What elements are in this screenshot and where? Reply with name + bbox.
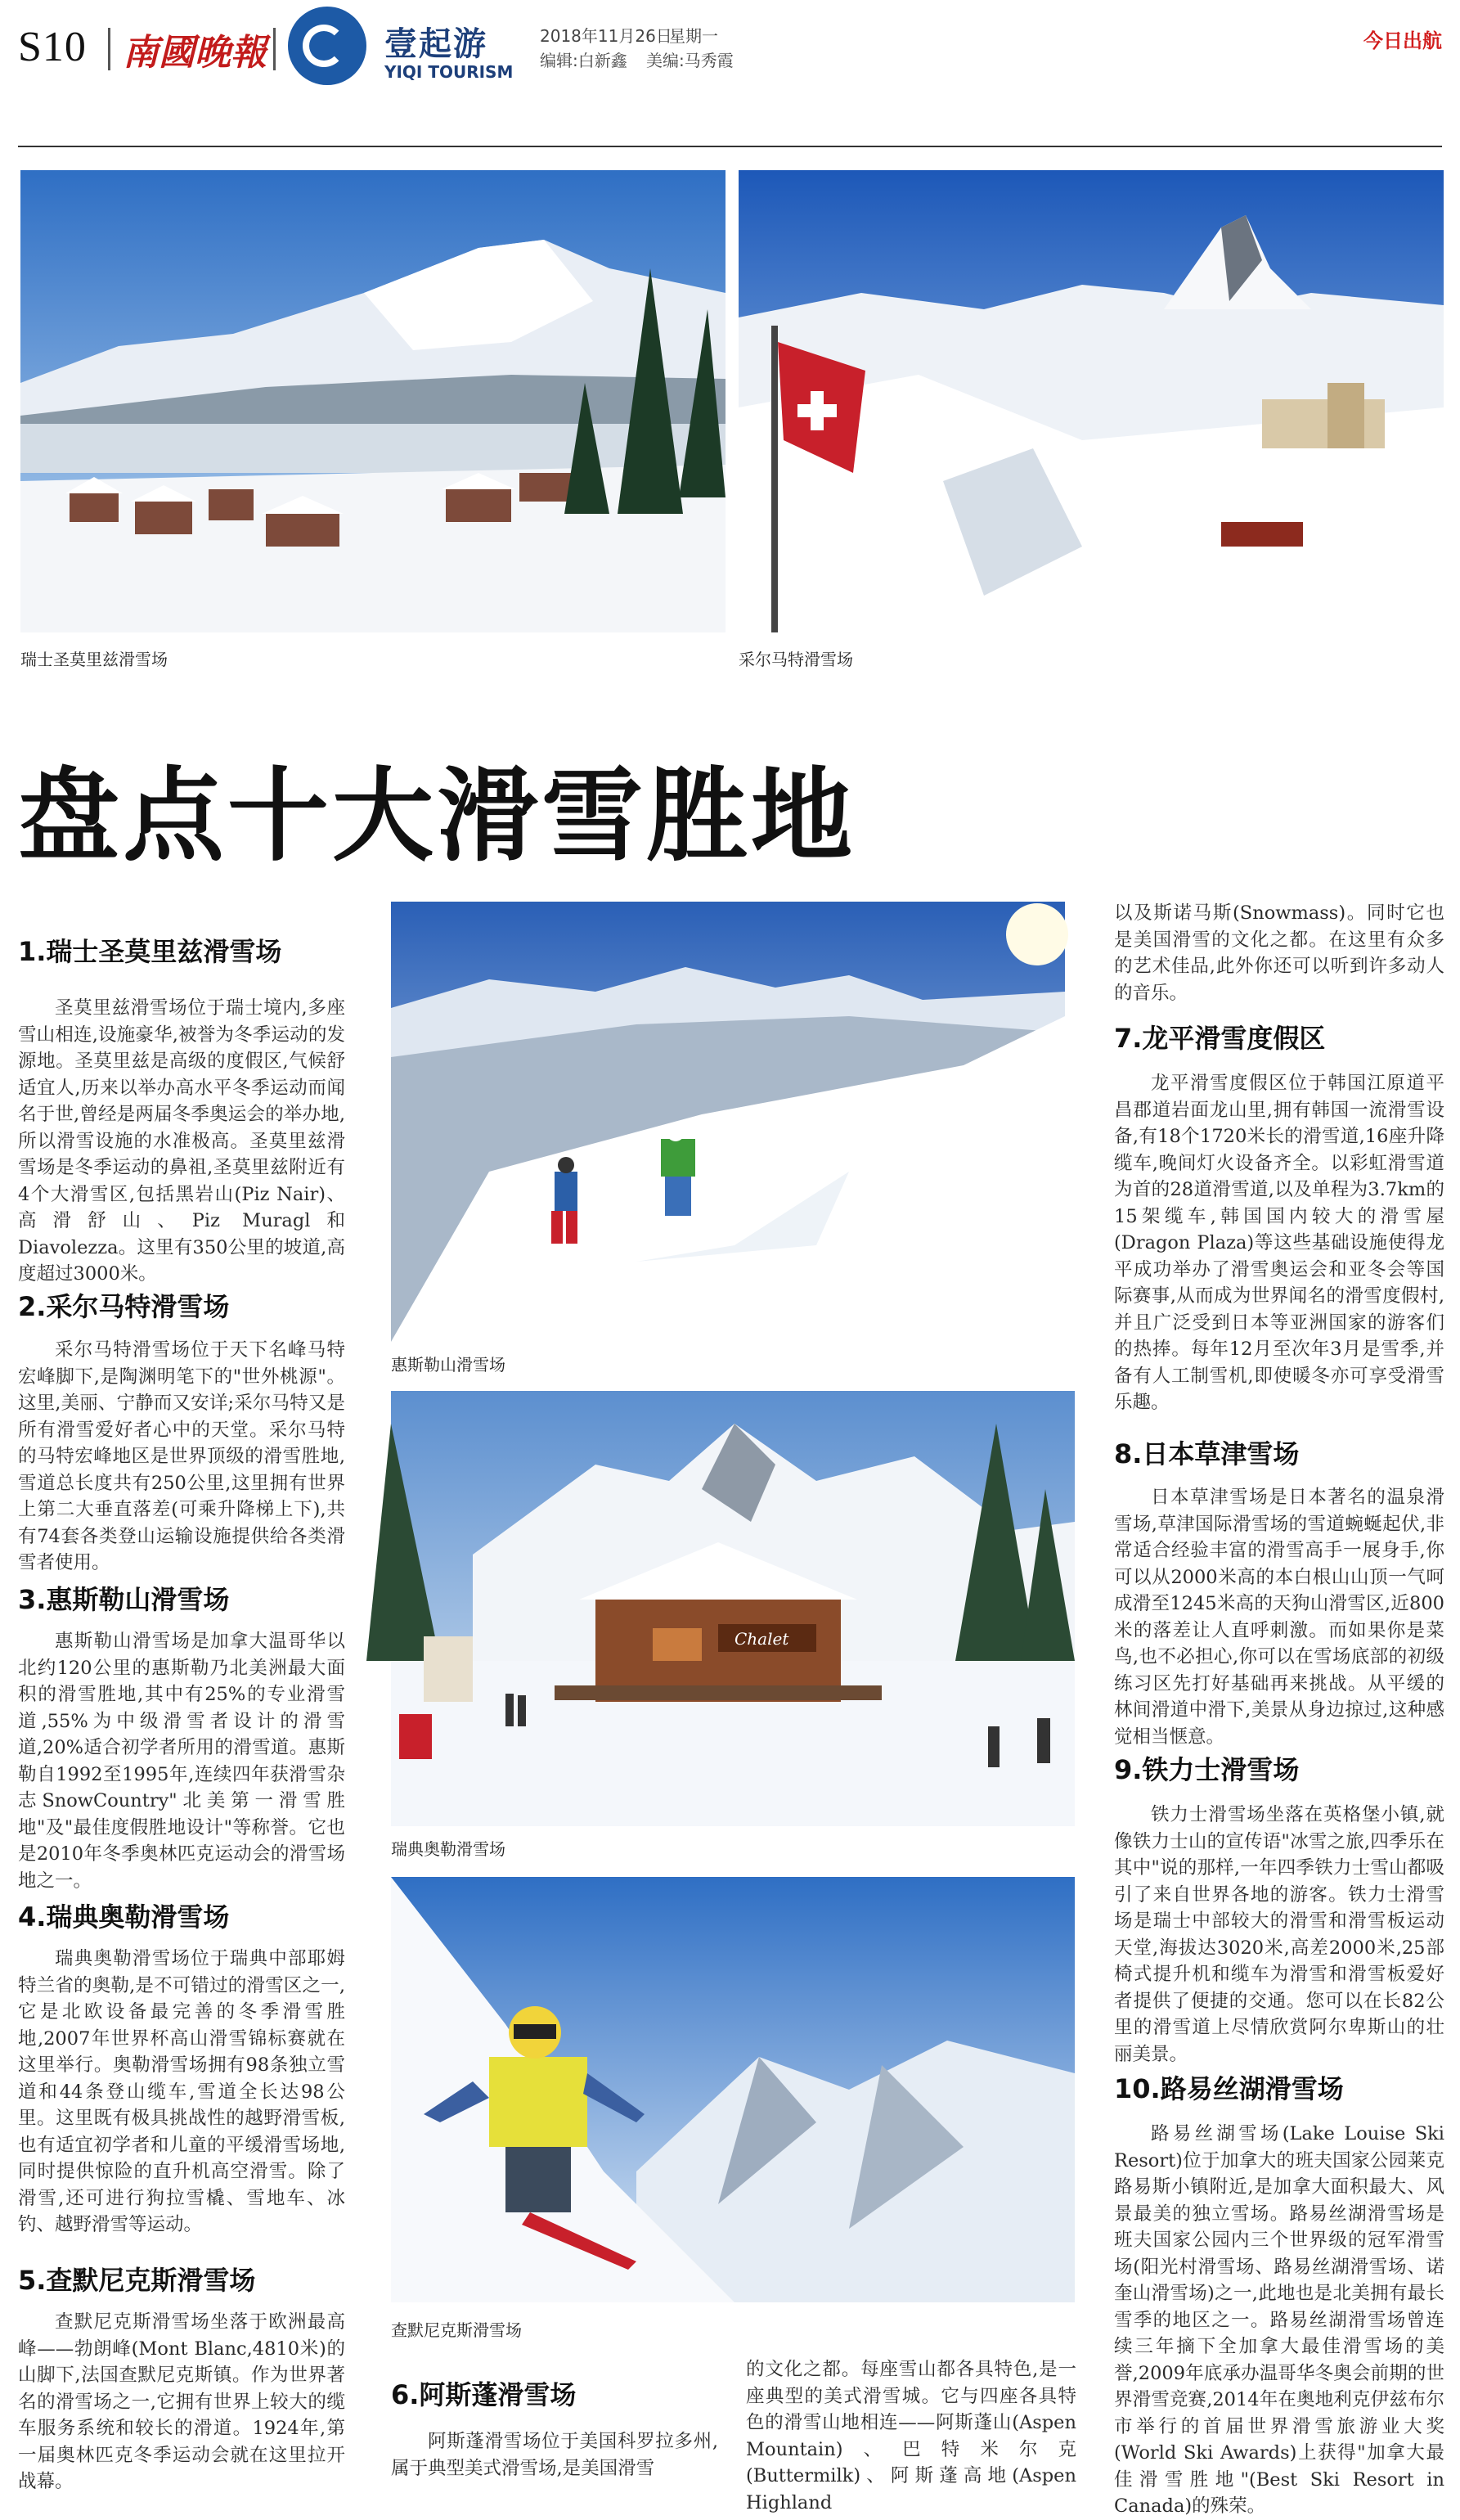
section-title: 8.日本草津雪场 <box>1114 1438 1300 1469</box>
photo-caption: 惠斯勒山滑雪场 <box>391 1355 505 1375</box>
section-text: 瑞典奥勒滑雪场位于瑞典中部耶姆特兰省的奥勒,是不可错过的滑雪区之一,它是北欧设备最完善的冬季滑雪胜地,2007年世界杯高山滑雪锦标赛就在这里举行。奥勒滑雪场拥有98条独立雪道和44条登山缆车,雪道全长达98公里。这里既有极具挑战性的越野滑雪板,也有适宜初学者和儿童的平缓滑雪场地,同时提供惊险的直升机高空滑雪。除了滑雪,还可进行狗拉雪橇、雪地车、冰钓、越野滑雪等运动。 <box>18 1948 345 2235</box>
editor-credit: 编辑:白新鑫 <box>540 51 627 70</box>
brand-logo-swirl-icon <box>303 25 345 67</box>
photo-caption: 瑞士圣莫里兹滑雪场 <box>20 650 168 669</box>
brand-subtitle: YIQI TOURISM <box>384 62 514 82</box>
section-text: 采尔马特滑雪场位于天下名峰马特宏峰脚下,是陶渊明笔下的"世外桃源"。这里,美丽、宁静而又安详;采尔马特又是所有滑雪爱好者心中的天堂。采尔马特的马特宏峰地区是世界顶级的滑雪胜地,雪道总长度共有250公里,这里拥有世界上第二大垂直落差(可乘升降梯上下),共有74套各类登山运输设施提供给各类滑雪者使用。 <box>18 1339 345 1573</box>
section-title: 6.阿斯蓬滑雪场 <box>391 2379 577 2410</box>
photo-caption: 采尔马特滑雪场 <box>739 650 853 669</box>
section-title: 1.瑞士圣莫里兹滑雪场 <box>18 936 282 967</box>
section-title: 2.采尔马特滑雪场 <box>18 1291 230 1322</box>
brand-name: 壹起游 <box>384 25 487 63</box>
photo-st-moritz <box>20 170 726 632</box>
photo-caption: 瑞典奥勒滑雪场 <box>391 1839 505 1859</box>
section-text: 铁力士滑雪场坐落在英格堡小镇,就像铁力士山的宣传语"冰雪之旅,四季乐在其中"说的那样,一年四季铁力士雪山都吸引了来自世界各地的游客。铁力士滑雪场是瑞士中部较大的滑雪和滑雪板运动天堂,海拔达3020米,高差2000米,25部椅式提升机和缆车为滑雪和滑雪板爱好者提供了便捷的交通。您可以在长82公里的滑雪道上尽情欣赏阿尔卑斯山的壮丽美景。 <box>1114 1804 1444 2065</box>
chalet-sign: Chalet <box>734 1629 789 1649</box>
section-title: 10.路易丝湖滑雪场 <box>1114 2073 1344 2104</box>
newspaper-name: 南國晚報 <box>123 32 267 74</box>
section-text: 以及斯诺马斯(Snowmass)。同时它也是美国滑雪的文化之都。在这里有众多的艺术佳品,此外你还可以听到许多动人的音乐。 <box>1114 902 1444 1004</box>
section-title: 5.查默尼克斯滑雪场 <box>18 2265 256 2296</box>
section-title: 3.惠斯勒山滑雪场 <box>18 1584 230 1615</box>
photo-zermatt <box>739 170 1444 632</box>
section-text: 圣莫里兹滑雪场位于瑞士境内,多座雪山相连,设施豪华,被誉为冬季运动的发源地。圣莫里兹是高级的度假区,气候舒适宜人,历来以举办高水平冬季运动而闻名于世,曾经是两届冬季奥运会的举办地,所以滑雪设施的水准极高。圣莫里兹滑雪场是冬季运动的鼻祖,圣莫里兹附近有4个大滑雪区,包括黑岩山(Piz Nair)、高滑舒山、Piz Muragl和Diavolezza。这里有350公里的坡道,高度超过3000米。 <box>18 997 345 1285</box>
photo-whistler <box>391 902 1065 1342</box>
column-tag: 今日出航 <box>1363 29 1442 52</box>
section-text: 阿斯蓬滑雪场位于美国科罗拉多州,属于典型美式滑雪场,是美国滑雪 <box>391 2431 718 2479</box>
header-divider <box>108 28 110 70</box>
photo-are <box>391 1391 1075 1826</box>
section-text: 日本草津雪场是日本著名的温泉滑雪场,草津国际滑雪场的雪道蜿蜒起伏,非常适合经验丰富的滑雪高手一展身手,你可以从2000米高的本白根山山顶一气呵成滑至1245米高的天狗山滑雪区,近800米的落差让人直呼刺激。而如果你是菜鸟,也不必担心,你可以在雪场底部的初级练习区先打好基础再来挑战。从平缓的林间滑道中滑下,美景从身边掠过,这种感觉相当惬意。 <box>1114 1487 1444 1748</box>
section-title: 9.铁力士滑雪场 <box>1114 1754 1300 1785</box>
header-divider <box>273 28 276 70</box>
section-text: 查默尼克斯滑雪场坐落于欧洲最高峰——勃朗峰(Mont Blanc,4810米)的山脚下,法国查默尼克斯镇。作为世界著名的滑雪场之一,它拥有世界上较大的缆车服务系统和较长的滑道。1924年,第一届奥林匹克冬季运动会就在这里拉开战幕。 <box>18 2311 345 2492</box>
issue-weekday: 星期一 <box>669 26 718 46</box>
section-text: 惠斯勒山滑雪场是加拿大温哥华以北约120公里的惠斯勒乃北美洲最大面积的滑雪胜地,其中有25%的专业滑雪道,55%为中级滑雪者设计的滑雪道,20%适合初学者所用的滑雪道。惠斯勒自1992至1995年,连续四年获滑雪杂志SnowCountry"北美第一滑雪胜地"及"最佳度假胜地设计"等称誉。它也是2010年冬季奥林匹克运动会的滑雪场地之一。 <box>18 1631 345 1892</box>
section-title: 7.龙平滑雪度假区 <box>1114 1023 1326 1054</box>
designer-credit: 美编:马秀霞 <box>646 51 734 70</box>
page-number: S10 <box>18 24 87 70</box>
issue-date: 2018年11月26日 <box>540 26 672 46</box>
header-rule <box>18 146 1442 147</box>
photo-caption: 查默尼克斯滑雪场 <box>391 2320 522 2340</box>
section-title: 4.瑞典奥勒滑雪场 <box>18 1901 230 1933</box>
section-text: 路易丝湖雪场(Lake Louise Ski Resort)位于加拿大的班夫国家公园莱克路易斯小镇附近,是加拿大面积最大、风景最美的独立雪场。路易丝湖滑雪场是班夫国家公园内三个世界级的冠军滑雪场(阳光村滑雪场、路易丝湖滑雪场、诺奎山滑雪场)之一,此地也是北美拥有最长雪季的地区之一。路易丝湖滑雪场曾连续三年摘下全加拿大最佳滑雪场的美誉,2009年底承办温哥华冬奥会前期的世界滑雪竞赛,2014年在奥地利克伊兹布尔市举行的首届世界滑雪旅游业大奖(World Ski Awards)上获得"加拿大最佳滑雪胜地"(Best Ski Resort in Canada)的殊荣。 <box>1114 2123 1444 2517</box>
section-text: 的文化之都。每座雪山都各具特色,是一座典型的美式滑雪城。它与四座各具特色的滑雪山地相连——阿斯蓬山(Aspen Mountain)、巴特米尔克(Buttermilk)、阿斯蓬高地(Aspen Highland <box>746 2359 1076 2513</box>
headline: 盘点十大滑雪胜地 <box>18 758 856 875</box>
section-text: 龙平滑雪度假区位于韩国江原道平昌郡道岩面龙山里,拥有韩国一流滑雪设备,有18个1720米长的滑雪道,16座升降缆车,晚间灯火设备齐全。以彩虹滑雪道为首的28道滑雪道,以及单程为3.7km的15架缆车,韩国国内较大的滑雪屋(Dragon Plaza)等这些基础设施使得龙平成功举办了滑雪奥运会和亚冬会等国际赛事,从而成为世界闻名的滑雪度假村,并且广泛受到日本等亚洲国家的游客们的热捧。每年12月至次年3月是雪季,并备有人工制雪机,即使暖冬亦可享受滑雪乐趣。 <box>1114 1073 1444 1413</box>
photo-chamonix <box>391 1877 1075 2302</box>
